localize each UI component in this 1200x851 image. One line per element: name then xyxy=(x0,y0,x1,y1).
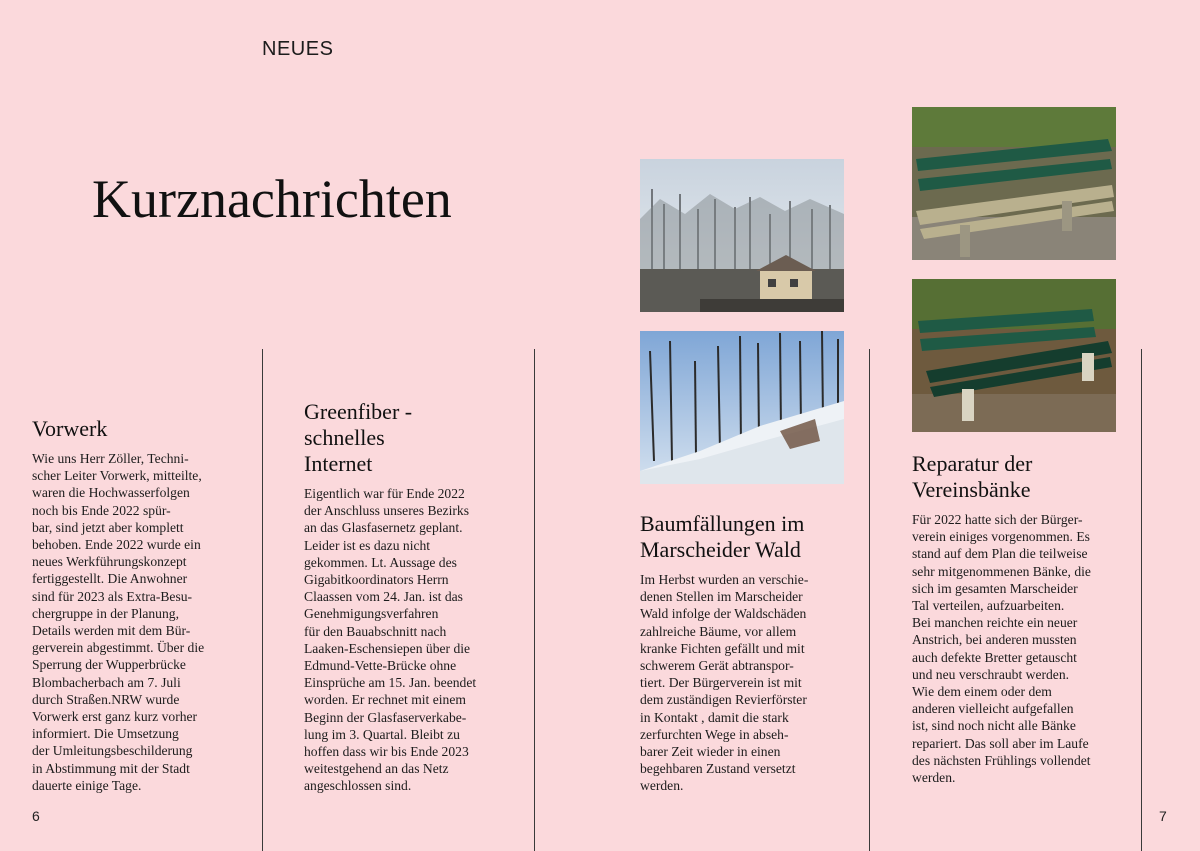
article-vereinsbaenke xyxy=(912,451,1122,786)
article-heading: Reparatur der Vereinsbänke xyxy=(912,451,1033,502)
article-heading: Baumfällungen im Marscheider Wald xyxy=(640,511,805,562)
column-divider xyxy=(869,349,870,851)
article-body: Im Herbst wurden an verschie- denen Stellen im Marscheider Wald infolge der Waldschäden zahlreiche Bäume, vor allem kranke Fichten gefällt und mit schwerem Gerät abtranspor- tiert. Der Bürgerverein ist mit dem zuständigen Revierförster in Kontakt , damit die stark zerfurchten Wege in abseh- barer Zeit wieder in einen begehbaren Zustand versetzt werden. xyxy=(640,572,809,794)
article-body: Für 2022 hatte sich der Bürger- verein einiges vorgenommen. Es stand auf dem Plan die teilweise sehr mitgenommenen Bänke, die sich im gesamten Marscheider Tal verteilen, aufzuarbeiten. Bei manchen reichte ein neuer Anstrich, bei anderen mussten auch defekte Bretter getauscht und neu verschraubt werden. Wie dem einem oder dem anderen vielleicht aufgefallen ist, sind noch nicht alle Bänke repariert. Das soll aber im Laufe des nächsten Frühlings vollendet werden. xyxy=(912,512,1091,786)
page-title: Kurznachrichten xyxy=(92,169,452,229)
column-divider xyxy=(262,349,263,851)
article-greenfiber xyxy=(304,399,504,795)
page-number-right: 7 xyxy=(1159,808,1167,824)
article-body: Eigentlich war für Ende 2022 der Anschluss unseres Bezirks an das Glasfasernetz geplant. Leider ist es dazu nicht gekommen. Lt. Aussage des Gigabitkoordinators Herrn Claassen vom 24. Jan. ist das Genehmigungsverfahren für den Bauabschnitt nach Laaken-Eschensiepen über die Edmund-Vette-Brücke ohne Einsprüche am 15. Jan. beendet worden. Er rechnet mit einem Beginn der Glasfaserverkabe- lung im 3. Quartal. Bleibt zu hoffen dass wir bis Ende 2023 weitestgehend an das Netz angeschlossen sind. xyxy=(304,486,477,794)
article-baumfaellungen xyxy=(640,511,850,795)
article-heading: Vorwerk xyxy=(32,416,108,441)
column-divider xyxy=(1141,349,1142,851)
section-label: NEUES xyxy=(262,38,334,60)
column-divider xyxy=(534,349,535,851)
page-number-left: 6 xyxy=(32,808,40,824)
article-body: Wie uns Herr Zöller, Techni- scher Leiter Vorwerk, mitteilte, waren die Hochwasserfolgen noch bis Ende 2022 spür- bar, sind jetzt aber komplett behoben. Ende 2022 wurde ein neues Werkführungskonzept fertiggestellt. Die Anwohner sind für 2023 als Extra-Besu- chergruppe in der Planung, Details werden mit dem Bür- gerverein abgestimmt. Über die Sperrung der Wupperbrücke Blombacherbach am 7. Juli durch Straßen.NRW wurde Vorwerk erst ganz kurz vorher informiert. Die Umsetzung der Umleitungsbeschilderung in Abstimmung mit der Stadt dauerte einige Tage. xyxy=(32,451,205,793)
article-vorwerk xyxy=(32,416,232,794)
article-heading: Greenfiber - schnelles Internet xyxy=(304,399,413,476)
photo-bench-top xyxy=(912,107,1116,260)
photo-bench-bottom xyxy=(912,279,1116,432)
photo-forest-house xyxy=(640,159,844,312)
photo-snowy-slope xyxy=(640,331,844,484)
